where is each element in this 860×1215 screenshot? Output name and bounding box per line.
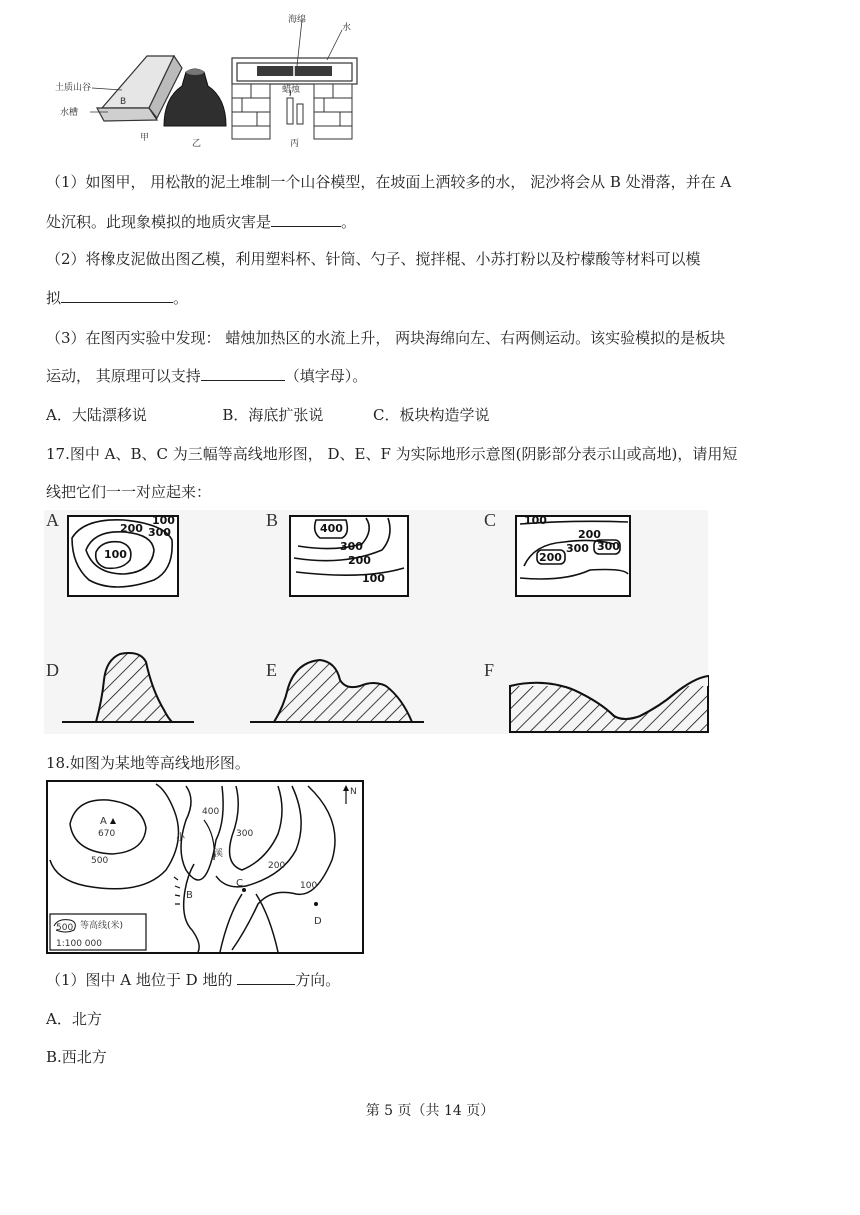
q16-part2-line1: （2）将橡皮泥做出图乙模，利用塑料杯、针筒、勺子、搅拌棍、小苏打粉以及柠檬酸等材料可以模 <box>46 250 701 268</box>
map-b-label-100: 100 <box>362 572 385 585</box>
caption-yi: 乙 <box>192 139 202 149</box>
caption-bing: 丙 <box>290 139 300 149</box>
q16-part1-line2 <box>46 211 356 232</box>
panel-letter-c: C <box>484 510 497 530</box>
q16-part3-end: （填字母）。 <box>284 367 368 385</box>
q18-elev-a: 670 <box>98 829 116 839</box>
panel-letter-f: F <box>484 660 495 680</box>
q18-option-a: A．北方 <box>46 1010 102 1028</box>
q16-options <box>46 404 489 425</box>
map-b-label-200: 200 <box>348 554 371 567</box>
q18-sub1-end: 方向。 <box>295 971 341 989</box>
q16-part1-end: 。 <box>341 213 357 231</box>
q18-label-400: 400 <box>202 807 220 817</box>
north-label: N <box>350 787 357 797</box>
contour-map-c <box>516 514 630 596</box>
sponge-label: 海绵 <box>288 15 307 25</box>
q18-river-2: 溪 <box>214 849 224 859</box>
scale-label: 1:100 000 <box>56 939 102 949</box>
q18-label-200: 200 <box>268 861 286 871</box>
q18-sub1 <box>46 969 340 990</box>
soil-valley-label: 土质山谷 <box>55 83 92 93</box>
legend-text: 等高线(米) <box>80 921 124 931</box>
contour-map-a <box>68 514 178 596</box>
q16-option-c: C．板块构造学说 <box>373 406 490 424</box>
q16-part1-text: 处沉积。此现象模拟的地质灾害是 <box>46 213 272 231</box>
map-a-label-100: 100 <box>104 548 127 561</box>
q18-point-d: D <box>314 916 322 927</box>
q18-point-b: B <box>186 890 193 901</box>
map-c-label-300-right: 300 <box>597 540 620 553</box>
experiment-figure <box>52 8 372 148</box>
map-c-label-200: 200 <box>539 551 562 564</box>
q16-option-a: A．大陆漂移说 <box>46 406 147 424</box>
q16-part2-end: 。 <box>173 289 189 307</box>
map-c-label-100: 100 <box>524 514 547 527</box>
q18-option-b: B.西北方 <box>46 1048 107 1066</box>
caption-jia: 甲 <box>140 133 150 143</box>
answer-blank-3[interactable] <box>201 366 285 381</box>
candle-label: 蜡烛 <box>282 85 301 95</box>
q16-option-b: B．海底扩张说 <box>222 406 324 424</box>
q18-title: 18.如图为某地等高线地形图。 <box>46 754 250 772</box>
profile-e <box>250 660 424 722</box>
map-b-label-400: 400 <box>320 522 343 535</box>
q16-part2-text: 拟 <box>46 289 62 307</box>
q18-point-a: A <box>100 816 107 827</box>
water-tank-label: 水槽 <box>60 108 79 118</box>
map-c-label-200-top: 200 <box>578 528 601 541</box>
answer-blank-4[interactable] <box>237 970 295 985</box>
q18-sub1-text: （1）图中 A 地位于 D 地的 <box>46 971 238 989</box>
page-footer: 第 5 页（共 14 页） <box>365 1103 495 1119</box>
answer-blank-2[interactable] <box>61 288 173 303</box>
q16-part3-line1: （3）在图丙实验中发现： 蜡烛加热区的水流上升， 两块海绵向左、右两侧运动。该实验模拟的是板块 <box>46 329 726 347</box>
experiment-drawing <box>52 8 372 148</box>
q18-river-1: 小 <box>176 833 186 843</box>
q18-map <box>46 780 364 954</box>
q18-label-100: 100 <box>300 881 318 891</box>
q18-contour-map <box>46 780 364 954</box>
q18-label-500: 500 <box>91 856 109 866</box>
map-a-label-200: 200 <box>120 522 143 535</box>
profile-f <box>510 650 708 732</box>
panel-letter-b: B <box>266 510 279 530</box>
panel-letter-d: D <box>46 660 59 680</box>
point-b-label: B <box>120 97 127 107</box>
map-b-label-300: 300 <box>340 540 363 553</box>
contour-maps <box>44 510 708 734</box>
map-c-label-300: 300 <box>566 542 589 555</box>
panel-letter-a: A <box>46 510 59 530</box>
water-label: 水 <box>342 23 352 33</box>
q17-line2: 线把它们一一对应起来： <box>46 483 212 501</box>
q16-part1-line1: （1）如图甲， 用松散的泥土堆制一个山谷模型，在坡面上洒较多的水， 泥沙将会从 B 处滑落，并在 A <box>46 173 732 191</box>
map-a-label-100-top: 100 <box>152 514 175 527</box>
q18-point-c: C <box>236 878 243 889</box>
q17-line1: 17.图中 A、B、C 为三幅等高线地形图， D、E、F 为实际地形示意图(阴影部分表示山或高地)，请用短 <box>46 445 738 463</box>
q16-part3-line2 <box>46 365 367 386</box>
q16-part2-line2 <box>46 287 188 308</box>
contour-map-b <box>290 516 408 596</box>
q18-label-300: 300 <box>236 829 254 839</box>
answer-blank-1[interactable] <box>271 212 341 227</box>
map-a-label-300: 300 <box>148 526 171 539</box>
q17-figure <box>44 510 708 734</box>
panel-letter-e: E <box>266 660 277 680</box>
profile-d <box>62 653 194 722</box>
legend-value: 500 <box>56 923 74 933</box>
q16-part3-text: 运动， 其原理可以支持 <box>46 367 201 385</box>
